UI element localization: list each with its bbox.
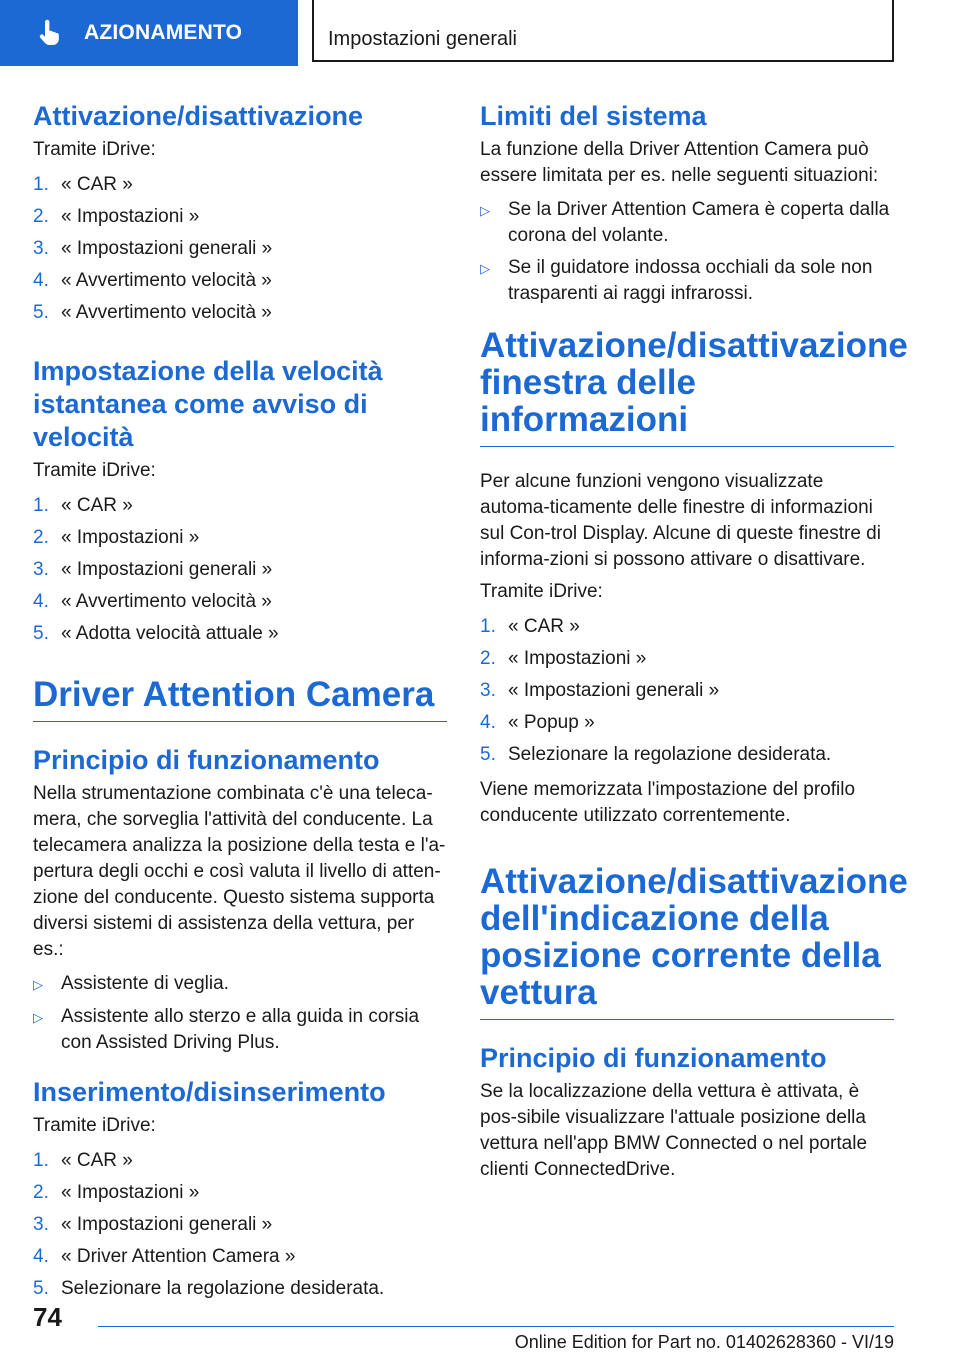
triangle-bullet-icon: ▷: [33, 1010, 43, 1025]
list-item: ▷ Assistente di veglia.: [33, 971, 447, 998]
list-item: ▷ Assistente allo sterzo e alla guida in corsia con Assisted Driving Plus.: [33, 1004, 447, 1056]
triangle-bullet-icon: ▷: [480, 261, 490, 276]
right-column: [480, 100, 908, 1189]
list-item: ▷ Se il guidatore indossa occhiali da sole non trasparenti ai raggi infrarossi.: [480, 255, 894, 307]
list-item: 4. « Avvertimento velocità »: [33, 591, 272, 612]
hand-pointer-icon: [36, 19, 64, 47]
list-item: 4. « Popup »: [480, 712, 595, 733]
intro-text: Tramite iDrive:: [33, 460, 156, 481]
list-item: 4. « Driver Attention Camera »: [33, 1246, 296, 1267]
list-item: 2. « Impostazioni »: [33, 206, 200, 227]
list-item: 1. « CAR »: [33, 495, 133, 516]
heading-posizione-vettura: Attivazione/disattivazione dell'indicazione della posizione corrente della vettura: [480, 862, 908, 1012]
heading-principio: Principio di funzionamento: [480, 1043, 827, 1073]
steps-list: [33, 490, 447, 650]
triangle-bullet-icon: ▷: [33, 977, 43, 992]
chapter-tab: [0, 0, 298, 66]
page-number: 74: [33, 1302, 62, 1332]
list-item: 1. « CAR »: [33, 1150, 133, 1171]
list-item: 1. « CAR »: [480, 616, 580, 637]
list-item: ▷ Se la Driver Attention Camera è coperta dalla corona del volante.: [480, 197, 894, 249]
steps-list: [33, 169, 447, 329]
heading-finestra-informazioni: Attivazione/disattivazione finestra delle informazioni: [480, 326, 908, 439]
section-title: Impostazioni generali: [328, 28, 517, 50]
body-text: Viene memorizzata l'impostazione del profilo conducente utilizzato correntemente.: [480, 779, 856, 826]
intro-text: Tramite iDrive:: [33, 139, 156, 160]
body-text: Se la localizzazione della vettura è attivata, è pos‐sibile visualizzare l'attuale posizione della vettura nell'app BMW Connected o nel portale clienti ConnectedDrive.: [480, 1081, 868, 1180]
heading-attivazione: Attivazione/disattivazione: [33, 101, 364, 131]
chapter-heading-block: [33, 676, 447, 722]
heading-driver-attention-camera: Driver Attention Camera: [33, 675, 435, 714]
chapter-heading-block: [480, 862, 908, 1020]
list-item: 3. « Impostazioni generali »: [480, 680, 720, 701]
page-header: [0, 0, 960, 66]
bullet-list: [33, 971, 447, 1056]
body-text: Per alcune funzioni vengono visualizzate automa‐ticamente delle finestre di informazioni sul Con‐trol Display. Alcune di queste finestre di informa‐zioni si possono attivare o disattivare.: [480, 471, 881, 570]
footer-rule: [98, 1326, 894, 1327]
triangle-bullet-icon: ▷: [480, 203, 490, 218]
body-text: La funzione della Driver Attention Camera può essere limitata per es. nelle seguenti situazioni:: [480, 139, 879, 186]
heading-principio: Principio di funzionamento: [33, 745, 380, 775]
section-frame: [312, 0, 894, 62]
heading-impostazione-velocita: Impostazione della velocità istantanea come avviso di velocità: [33, 356, 383, 452]
bullet-list: [480, 197, 894, 307]
heading-limiti: Limiti del sistema: [480, 101, 707, 131]
list-item: 4. « Avvertimento velocità »: [33, 270, 272, 291]
chapter-heading-block: [480, 326, 908, 447]
list-item: 1. « CAR »: [33, 174, 133, 195]
list-item: 3. « Impostazioni generali »: [33, 559, 273, 580]
list-item: 5. « Avvertimento velocità »: [33, 302, 272, 323]
intro-text: Tramite iDrive:: [33, 1115, 156, 1136]
steps-list: [480, 611, 894, 771]
intro-text: Tramite iDrive:: [480, 581, 603, 602]
list-item: 3. « Impostazioni generali »: [33, 238, 273, 259]
steps-list: [33, 1145, 447, 1305]
list-item: 5. Selezionare la regolazione desiderata.: [33, 1278, 385, 1299]
list-item: 2. « Impostazioni »: [33, 1182, 200, 1203]
heading-inserimento: Inserimento/disinserimento: [33, 1077, 386, 1107]
list-item: 5. Selezionare la regolazione desiderata.: [480, 744, 832, 765]
chapter-label: AZIONAMENTO: [84, 21, 243, 44]
list-item: 2. « Impostazioni »: [480, 648, 647, 669]
footer-edition: Online Edition for Part no. 01402628360 - VI/19: [514, 1332, 894, 1352]
list-item: 3. « Impostazioni generali »: [33, 1214, 273, 1235]
left-column: [33, 100, 447, 1331]
list-item: 2. « Impostazioni »: [33, 527, 200, 548]
body-text: Nella strumentazione combinata c'è una teleca‐mera, che sorveglia l'attività del conducente. La telecamera analizza la posizione della testa e l'a‐pertura degli occhi e così valuta il livello di atten‐zione del conducente. Questo sistema supporta diversi sistemi di assistenza della vettura, per es.:: [33, 783, 446, 960]
list-item: 5. « Adotta velocità attuale »: [33, 623, 279, 644]
